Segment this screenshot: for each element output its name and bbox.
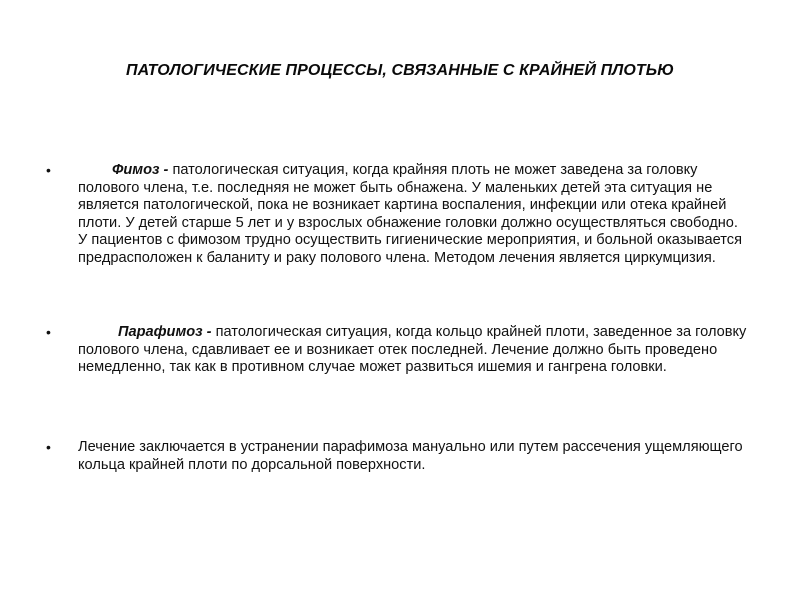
definition-phimosis: патологическая ситуация, когда крайняя плоть не может заведена за головку полового члена, т.е. последняя не может быть обнажена. У маленьких детей эта ситуация не является патологической, пока не возникает картина воспаления, инфекции или отека крайней плоти. У детей старше 5 лет и у взрослых обнажение головки должно осуществляться свободно. У пациентов с фимозом трудно осуществить гигиенические мероприятия, и больной оказывается предрасположен к баланиту и раку полового члена. Методом лечения является циркумцизия. bbox=[78, 162, 742, 266]
bullet-text-paraphimosis bbox=[78, 324, 748, 377]
bullet-text-treatment: Лечение заключается в устранении парафимоза мануально или путем рассечения ущемляющего кольца крайней плоти по дорсальной поверхности. bbox=[78, 439, 743, 473]
bullet-text-phimosis bbox=[78, 162, 748, 268]
bullet-marker: • bbox=[46, 439, 51, 455]
bullet-marker: • bbox=[46, 324, 51, 340]
bullet-marker: • bbox=[46, 162, 51, 178]
definition-paraphimosis: патологическая ситуация, когда кольцо крайней плоти, заведенное за головку полового члена, сдавливает ее и возникает отек последней. Лечение должно быть проведено немедленно, так как в противном случае может развиться ишемия и гангрена головки. bbox=[78, 324, 747, 376]
term-phimosis: Фимоз - bbox=[112, 162, 169, 178]
term-paraphimosis: Парафимоз - bbox=[118, 324, 212, 340]
slide-title: ПАТОЛОГИЧЕСКИЕ ПРОЦЕССЫ, СВЯЗАННЫЕ С КРАЙНЕЙ ПЛОТЬЮ bbox=[126, 62, 674, 79]
